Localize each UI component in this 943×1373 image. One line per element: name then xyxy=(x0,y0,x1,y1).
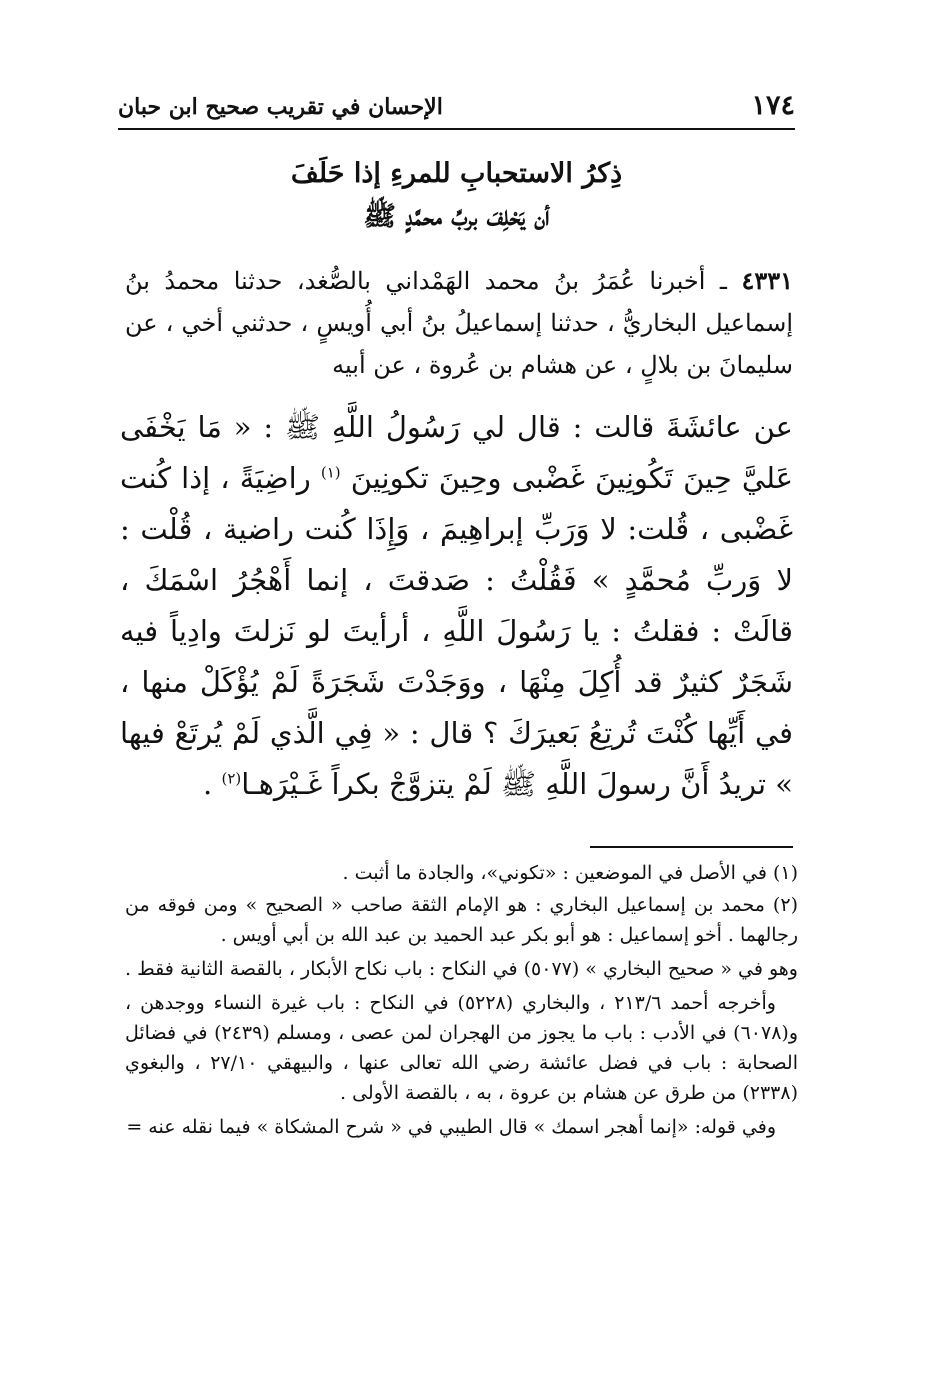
matn-text-part-1: عن عائشَةَ قالت : قال لي رَسُولُ اللَّهِ ﷺ : « مَا يَخْفَى عَليَّ حِينَ تَكُونِينَ غَضْبى وحِينَ تكونِينَ xyxy=(120,410,794,495)
matn-end-mark: . xyxy=(203,767,213,801)
chapter-title-line-1: ذِكرُ الاستحبابِ للمرءِ إذا حَلَفَ xyxy=(290,158,623,189)
footnote-2-paragraph-3: وأخرجه أحمد ٢١٣/٦ ، والبخاري (٥٢٢٨) في النكاح : باب غيرة النساء ووجدهن ، و(٦٠٧٨) في الأدب : باب ما يجوز من الهجران لمن عصى ، ومسلم (٢٤٣٩) في فضائل الصحابة : باب في فضل عائشة رضي الله تعالى عنها ، والبيهقي ٢٧/١٠ ، والبغوي (٢٣٣٨) من طرق عن هشام بن عروة ، به ، بالقصة الأولى . xyxy=(125,992,798,1104)
running-header xyxy=(118,88,795,130)
footnote-2-paragraph-1: (٢) محمد بن إسماعيل البخاري : هو الإمام الثقة صاحب « الصحيح » ومن فوقه من رجالهما . أخو إسماعيل : هو أبو بكر عبد الحميد بن عبد الله بن أبي أويس . xyxy=(125,894,798,946)
footnote-marker-2: (٢) xyxy=(221,769,242,788)
hadith-isnad-paragraph xyxy=(125,260,793,386)
chapter-title xyxy=(118,152,795,238)
chapter-title-line-2: أن يَحْلِفَ بربِّ محمَّدٍ ﷺ xyxy=(363,201,550,232)
footnote-2-paragraph-2: وهو في « صحيح البخاري » (٥٠٧٧) في النكاح : باب نكاح الأبكار ، بالقصة الثانية فقط . xyxy=(125,958,798,980)
hadith-number: ٤٣٣١ xyxy=(741,266,793,295)
footnote-2-paragraph-4: وفي قوله: «إنما أهجر اسمك » قال الطيبي في « شرح المشكاة » فيما نقله عنه = xyxy=(126,1116,776,1138)
page-number: ١٧٤ xyxy=(751,90,795,121)
footnotes xyxy=(125,858,798,1146)
hadith-isnad: ـ أخبرنا عُمَرُ بنُ محمد الهَمْداني بالصُّغد، حدثنا محمدُ بنُ إسماعيل البخاريُّ ، حدثنا إسماعيلُ بنُ أبي أُويسٍ ، حدثني أخي ، عن سليمانَ بن بلالٍ ، عن هشام بن عُروة ، عن أبيه xyxy=(125,267,793,379)
book-title: الإحسان في تقريب صحيح ابن حبان xyxy=(118,94,443,120)
footnote-marker-1: (١) xyxy=(320,463,341,482)
hadith-matn xyxy=(120,402,793,810)
footnote-1: (١) في الأصل في الموضعين : «تكوني»، والجادة ما أثبت . xyxy=(342,862,798,884)
matn-text-part-2: راضِيَةً ، إذا كُنت غَضْبى ، قُلت: لا وَرَبِّ إبراهِيمَ ، وَإِذَا كُنت راضية ، قُلْت : لا وَربِّ مُحمَّدٍ » فَقُلْتُ : صَدقتَ ، إنما أَهْجُرُ اسْمَكَ ، قالَتْ : فقلتُ : يا رَسُولَ اللَّهِ ، أرأيتَ لو نَزلتَ وادِياً فيه شَجَرٌ كثيرٌ قد أُكِلَ مِنْهَا ، ووَجَدْتَ شَجَرَةً لَمْ يُؤْكَلْ منها ، في أَيِّها كُنْتَ تُرتِعُ بَعيرَكَ ؟ قال : « فِي الَّذي لَمْ يُرتَعْ فيها » تريدُ أَنَّ رسولَ اللَّهِ ﷺ لَمْ يتزوَّجْ بكراً غَـيْرَهـا xyxy=(120,461,793,801)
footnote-separator xyxy=(590,846,793,848)
